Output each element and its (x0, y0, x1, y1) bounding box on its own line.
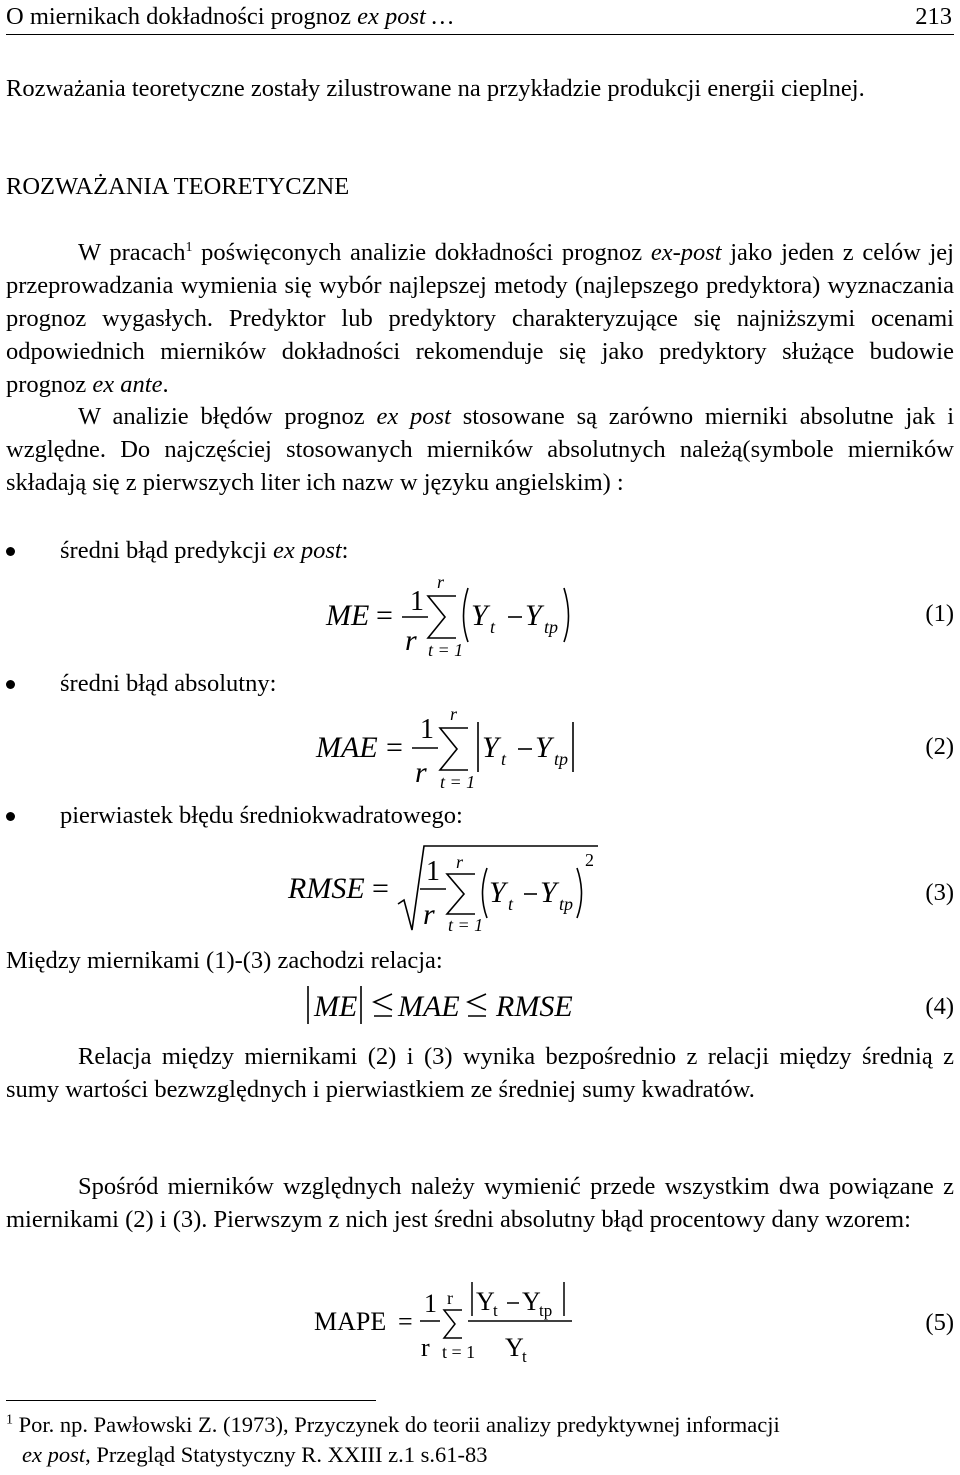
svg-text:t: t (493, 1301, 498, 1320)
svg-text:1: 1 (424, 1289, 437, 1318)
bullet-dot-icon (6, 680, 15, 689)
paren-right-icon (564, 588, 569, 642)
svg-text:Y: Y (540, 876, 557, 909)
svg-text:r: r (415, 756, 427, 789)
equation-me (300, 570, 640, 662)
equation-mae (300, 702, 640, 794)
paragraph-4: Spośród mierników względnych należy wymienić przede wszystkim dwa powiązane z miernikami (2) i (3). Pierwszym z nich jest średni absolutny błąd procentowy dany wzorem: (6, 1173, 954, 1233)
svg-text:t: t (490, 617, 496, 637)
paragraph-1: W pracach$^1$ poświęconych analizie dokładności prognoz ex-post jako jeden z celów jej przeprowadzania wymienia się wybór najlepszej metody (najlepszego predyktora) wyznaczania prognoz wygasłych. Predyktor lub predyktory charakteryzujące się najniższymi ocenami odpowiednich mierników dokładności rekomenduje się jako predyktory służące budowie prognoz ex ante. (6, 239, 954, 398)
svg-text:Y: Y (471, 599, 488, 632)
svg-text:Y: Y (489, 876, 506, 909)
leq-icon (374, 994, 392, 1016)
bullet-dot-icon (6, 547, 15, 556)
svg-text:1: 1 (426, 856, 440, 887)
page-number: 213 (915, 3, 952, 30)
svg-text:=: = (398, 1307, 413, 1336)
svg-text:MAE: MAE (398, 990, 460, 1023)
svg-text:t: t (522, 1347, 527, 1366)
equation-number-3: (3) (925, 879, 954, 906)
running-title: O miernikach dokładności prognoz ex post … (6, 3, 454, 30)
paren-right-icon (577, 868, 582, 918)
svg-text:t: t (508, 894, 514, 914)
svg-text:1: 1 (410, 586, 424, 617)
svg-text:=: = (386, 731, 403, 764)
svg-text:2: 2 (585, 850, 594, 870)
paragraph-2: W analizie błędów prognoz ex post stosowane są zarówno mierniki absolutne jak i względne. Do najczęściej stosowanych mierników absolutnych należą(symbole mierników składają się z pierwszych liter ich nazw w języku angielskim) : (6, 403, 954, 496)
leq-icon (468, 994, 486, 1016)
svg-text:tp: tp (544, 617, 559, 637)
svg-text:tp: tp (554, 749, 569, 769)
svg-text:Y: Y (522, 1287, 541, 1316)
svg-text:=: = (372, 872, 389, 905)
svg-text:r: r (405, 624, 417, 657)
footnote-ref: 1 (185, 239, 193, 255)
sigma-icon (444, 1310, 462, 1338)
svg-text:Y: Y (482, 731, 499, 764)
footnote-rule (6, 1400, 376, 1401)
svg-text:r: r (447, 1288, 453, 1308)
paragraph-3: Relacja między miernikami (2) i (3) wynika bezpośrednio z relacji między średnią z sumy wartości bezwzględnych i pierwiastkiem ze średniej sumy kwadratów. (6, 1043, 954, 1103)
paren-left-icon (483, 868, 488, 918)
svg-text:ME: ME (314, 990, 358, 1023)
running-header (6, 0, 954, 35)
svg-text:tp: tp (559, 894, 574, 914)
sigma-icon (428, 596, 456, 638)
section-title: ROZWAŻANIA TEORETYCZNE (6, 173, 350, 200)
sigma-icon (447, 874, 475, 914)
equation-number-5: (5) (925, 1309, 954, 1336)
bullet-dot-icon (6, 812, 15, 821)
svg-text:1: 1 (420, 714, 434, 745)
svg-text:r: r (456, 852, 464, 872)
svg-text:t = 1: t = 1 (428, 640, 464, 660)
equation-number-1: (1) (925, 600, 954, 627)
svg-text:t = 1: t = 1 (448, 915, 484, 935)
equation-number-2: (2) (925, 733, 954, 760)
svg-text:t = 1: t = 1 (442, 1342, 476, 1362)
svg-text:Y: Y (525, 599, 542, 632)
svg-text:RMSE: RMSE (496, 990, 573, 1023)
svg-text:Y: Y (476, 1287, 495, 1316)
svg-text:Y: Y (535, 731, 552, 764)
svg-text:tp: tp (539, 1301, 553, 1320)
sigma-icon (440, 728, 468, 770)
svg-text:Y: Y (505, 1333, 524, 1362)
svg-text:r: r (437, 572, 445, 592)
svg-text:r: r (450, 704, 458, 724)
svg-text:=: = (376, 599, 393, 632)
svg-text:MAPE: MAPE (314, 1307, 387, 1336)
svg-text:ME: ME (326, 599, 370, 632)
svg-text:t = 1: t = 1 (440, 772, 476, 792)
svg-text:r: r (421, 1333, 430, 1362)
svg-text:t: t (501, 749, 507, 769)
equation-number-4: (4) (925, 993, 954, 1020)
svg-text:r: r (423, 898, 435, 931)
intro-paragraph: Rozważania teoretyczne zostały zilustrowane na przykładzie produkcji energii cieplnej. (6, 75, 865, 102)
equation-inequality (300, 980, 620, 1032)
relation-intro: Między miernikami (1)-(3) zachodzi relacja: (6, 947, 443, 974)
paren-left-icon (464, 588, 469, 642)
equation-mape (300, 1270, 600, 1370)
equation-rmse (280, 836, 620, 936)
footnote: $^1$ Por. np. Pawłowski Z. (1973), Przyczynek do teorii analizy predyktywnej informacji ex post, Przegląd Statystyczny R. XXIII z.1 s.61-83 (6, 1412, 780, 1467)
svg-text:RMSE: RMSE (288, 872, 365, 905)
svg-text:MAE: MAE (316, 731, 378, 764)
